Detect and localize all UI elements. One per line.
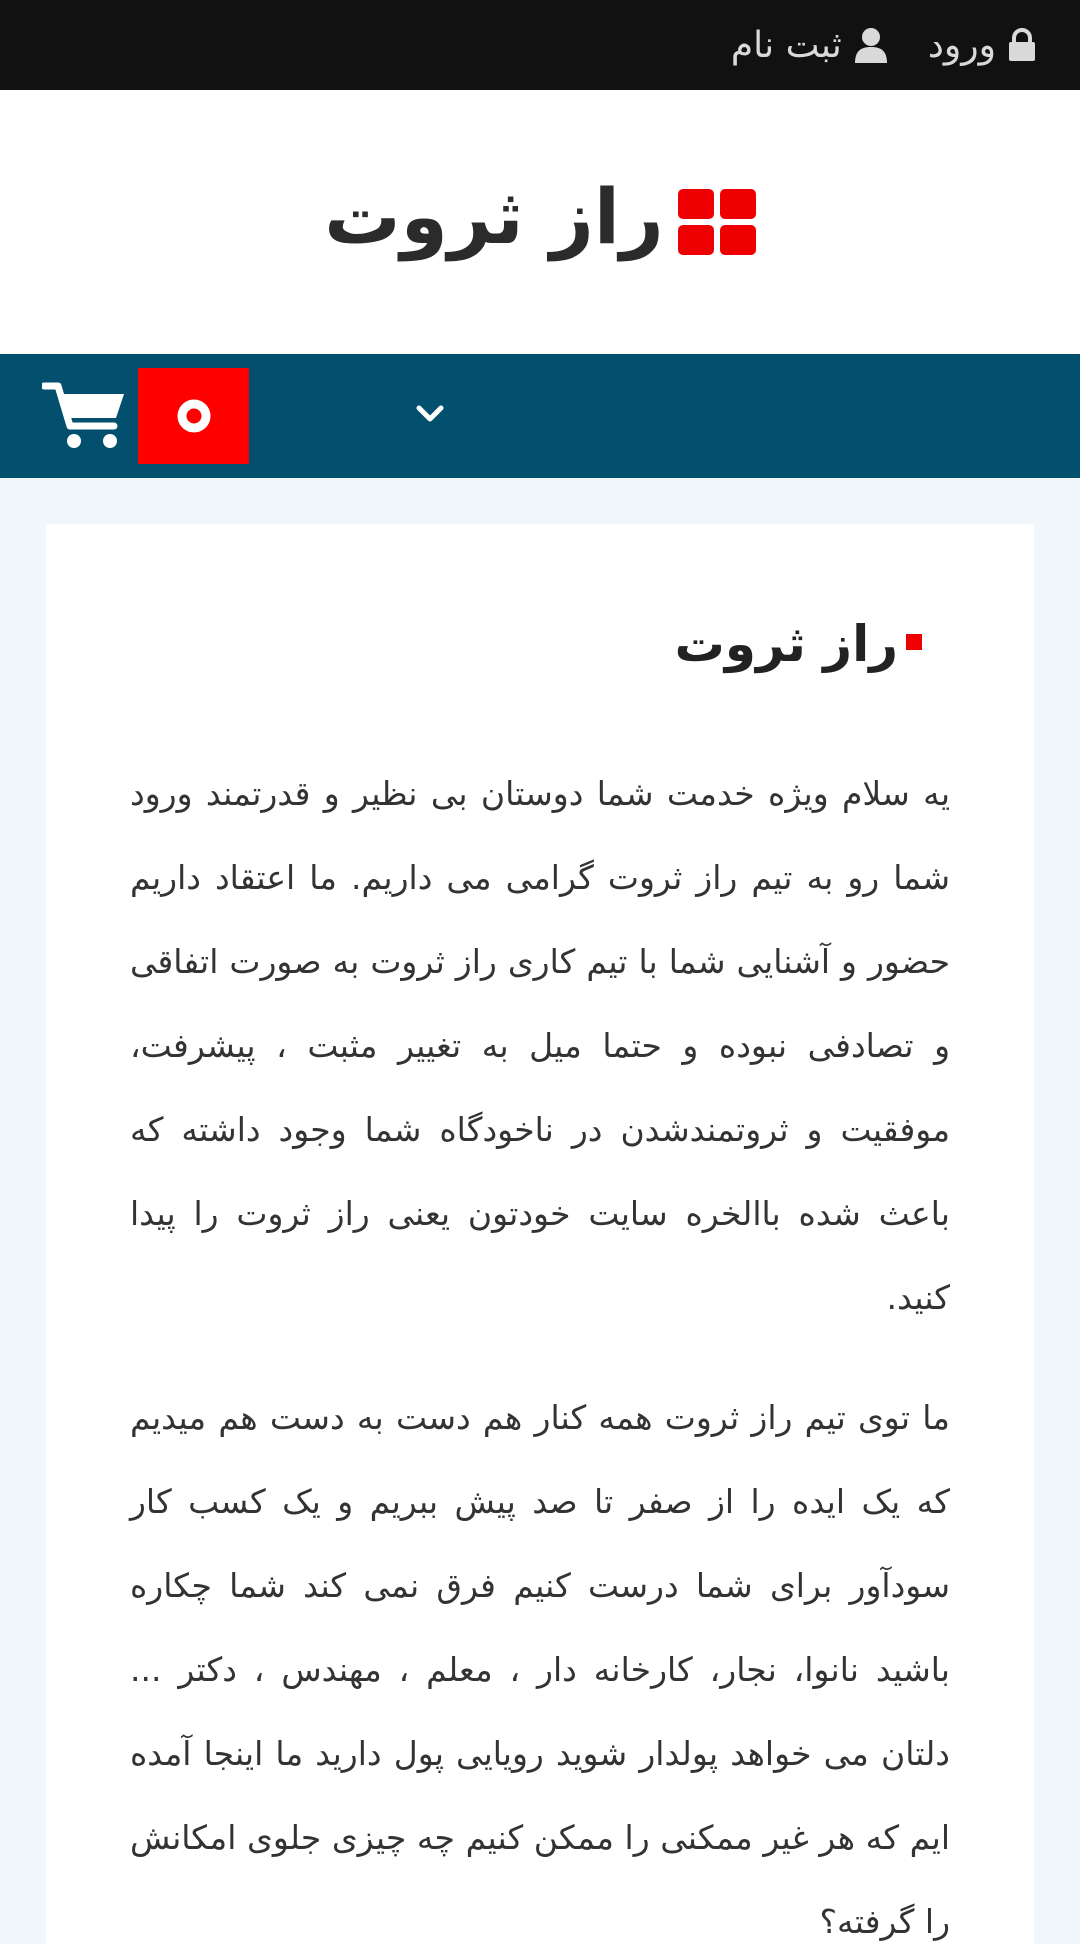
page-title: راز ثروت — [674, 615, 898, 673]
cart-icon — [42, 380, 128, 452]
user-icon — [854, 27, 888, 63]
register-label: ثبت نام — [730, 24, 842, 66]
logo-text: راز ثروت — [324, 172, 664, 261]
main-nav — [0, 354, 1080, 478]
title-marker-icon — [906, 634, 922, 650]
site-header — [0, 90, 1080, 354]
paragraph-2: ما توی تیم راز ثروت همه کنار هم دست به دست هم میدیم که یک ایده را از صفر تا صد پیش ببریم و یک کسب کار سودآور برای شما درست کنیم فرق نمی کند شما چکاره باشید نانوا، نجار، کارخانه دار ، معلم ، مهندس ، دکتر ... دلتان می خواهد پولدار شوید رویایی پول دارید ما اینجا آمده ایم که هر غیر ممکنی را ممکن کنیم چه چیزی جلوی امکانش را گرفته؟ — [130, 1398, 950, 1941]
search-button[interactable] — [138, 368, 249, 464]
login-link[interactable] — [928, 25, 1036, 66]
logo-grid-icon — [678, 189, 756, 255]
chevron-down-icon — [415, 404, 445, 424]
lock-icon — [1008, 28, 1036, 62]
content-card — [46, 524, 1034, 1944]
title-row — [675, 612, 922, 677]
top-bar — [0, 0, 1080, 90]
paragraph-1: یه سلام ویژه خدمت شما دوستان بی نظیر و قدرتمند ورود شما رو به تیم راز ثروت گرامی می داریم. ما اعتقاد داریم حضور و آشنایی شما با تیم کاری راز ثروت به صورت اتفاقی و تصادفی نبوده و حتما میل به تغییر مثبت ، پیشرفت، موفقیت و ثروتمندشدن در ناخودگاه شما وجود داشته که باعث شده باالخره سایت خودتون یعنی راز ثروت را پیدا کنید. — [130, 774, 950, 1317]
login-label: ورود — [927, 24, 996, 66]
cart-button[interactable] — [42, 380, 128, 452]
circle-icon — [177, 399, 211, 433]
menu-toggle[interactable] — [410, 394, 450, 434]
register-link[interactable] — [731, 25, 888, 66]
article-body — [130, 752, 950, 1944]
site-logo[interactable] — [324, 172, 755, 265]
